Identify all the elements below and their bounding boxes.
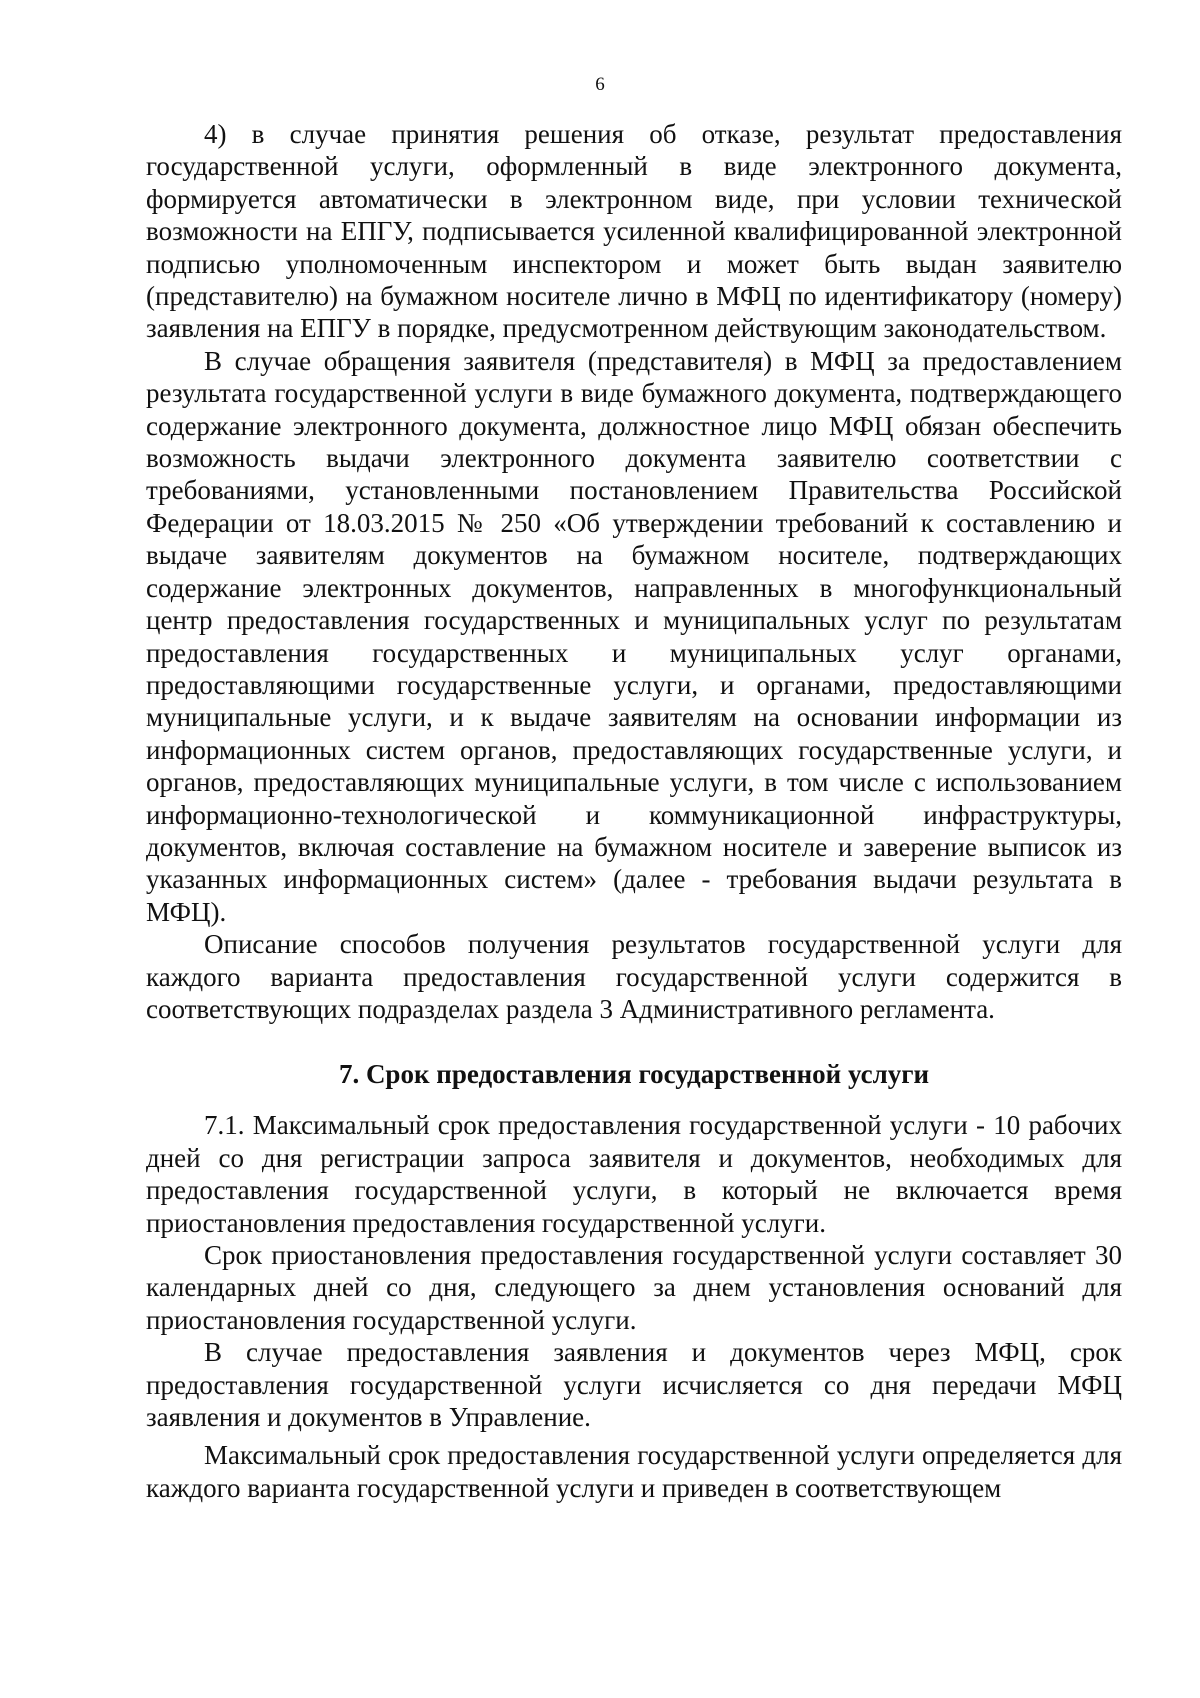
paragraph-result-methods: Описание способов получения результатов государственной услуги для каждого варианта предоставления государственной услуги содержится в соответствующих подразделах раздела 3 Административного регламента. <box>146 929 1122 1024</box>
paragraph-max-term-variants: Максимальный срок предоставления государственной услуги определяется для каждого варианта государственной услуги и приведен в соответствующем <box>146 1440 1122 1503</box>
paragraph-7-1-max-term: 7.1. Максимальный срок предоставления государственной услуги - 10 рабочих дней со дня регистрации запроса заявителя и документов, необходимых для предоставления государственной услуги, в который не включается время приостановления предоставления государственной услуги. <box>146 1110 1122 1238</box>
page-number: 6 <box>595 74 605 95</box>
paragraph-refusal-result: 4) в случае принятия решения об отказе, результат предоставления государственной услуги, оформленный в виде электронного документа, формируется автоматически в электронном виде, при условии технической возможности на ЕПГУ, подписывается усиленной квалифицированной электронной подписью уполномоченным инспектором и может быть выдан заявителю (представителю) на бумажном носителе лично в МФЦ по идентификатору (номеру) заявления на ЕПГУ в порядке, предусмотренном действующим законодательством. <box>146 119 1122 344</box>
paragraph-mfc-paper-document: В случае обращения заявителя (представителя) в МФЦ за предоставлением результата государственной услуги в виде бумажного документа, подтверждающего содержание электронного документа, должностное лицо МФЦ обязан обеспечить возможность выдачи электронного документа заявителю соответствии с требованиями, установленными постановлением Правительства Российской Федерации от 18.03.2015 № 250 «Об утверждении требований к составлению и выдаче заявителям документов на бумажном носителе, подтверждающих содержание электронных документов, направленных в многофункциональный центр предоставления государственных и муниципальных услуг по результатам предоставления государственных и муниципальных услуг органами, предоставляющими государственные услуги, и органами, предоставляющими муниципальные услуги, и к выдаче заявителям на основании информации из информационных систем органов, предоставляющих государственные услуги, и органов, предоставляющих муниципальные услуги, в том числе с использованием информационно-технологической и коммуникационной инфраструктуры, документов, включая составление на бумажном носителе и заверение выписок из указанных информационных систем» (далее - требования выдачи результата в МФЦ). <box>146 345 1122 927</box>
paragraph-mfc-submission: В случае предоставления заявления и документов через МФЦ, срок предоставления государственной услуги исчисляется со дня передачи МФЦ заявления и документов в Управление. <box>146 1337 1122 1433</box>
paragraph-suspension-term: Срок приостановления предоставления государственной услуги составляет 30 календарных дней со дня, следующего за днем установления оснований для приостановления государственной услуги. <box>146 1240 1122 1335</box>
section-heading-7: 7. Срок предоставления государственной услуги <box>338 1059 930 1090</box>
document-body <box>146 118 1122 1504</box>
